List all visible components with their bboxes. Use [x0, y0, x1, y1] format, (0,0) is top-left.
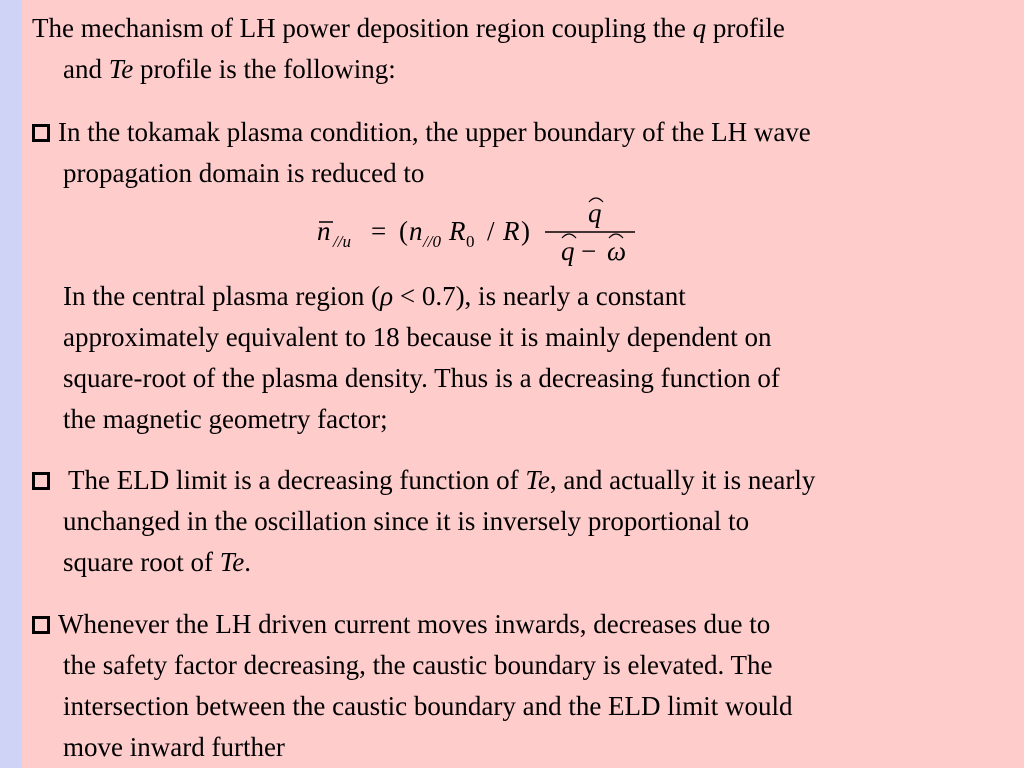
bullet-1-continuation: [32, 276, 1022, 440]
bullet-1-text: propagation domain is reduced to: [63, 158, 425, 188]
intro-text: The mechanism of LH power deposition region coupling the: [32, 13, 693, 43]
bullet-2-line-1: [32, 460, 1022, 501]
bullet-1-text: < 0.7), is nearly a constant: [393, 281, 686, 311]
rho-symbol: ρ: [380, 281, 394, 311]
bullet-1-text: approximately equivalent to 18 because it is mainly dependent on: [63, 322, 772, 352]
bullet-3-line-1: [32, 604, 1022, 645]
te-symbol: Te: [525, 465, 550, 495]
bullet-3-line-2: [32, 645, 1022, 686]
formula-denominator-q: q: [561, 236, 575, 266]
bullet-3-line-4: [32, 727, 1022, 768]
intro-text: and: [63, 54, 109, 84]
formula-n-subscript: //0: [423, 232, 441, 251]
formula-n: n: [409, 216, 423, 246]
bullet-1-cont-line-1: [32, 276, 1022, 317]
formula-minus: −: [581, 236, 597, 266]
square-bullet-icon: [32, 124, 50, 142]
bullet-1-line-1: [32, 112, 1022, 153]
intro-text: profile is the following:: [133, 54, 396, 84]
formula-denominator-omega: ω: [607, 236, 627, 266]
square-bullet-icon: [32, 616, 50, 634]
bullet-1-line-2: [32, 153, 1022, 194]
formula-equals: =: [371, 216, 387, 246]
formula-r0-subscript: 0: [466, 232, 475, 251]
q-symbol: q: [692, 13, 707, 43]
bullet-3-text: the safety factor decreasing, the caustic boundary is elevated. The: [63, 650, 773, 680]
bullet-2-line-3: [32, 542, 1022, 583]
square-bullet-icon: [32, 472, 50, 490]
bullet-1-text: In the central plasma region (: [63, 281, 381, 311]
bullet-3-text: move inward further: [63, 732, 285, 762]
intro-line-1: [32, 8, 1022, 49]
bullet-2-text: The ELD limit is a decreasing function of: [68, 465, 526, 495]
bullet-1-cont-line-3: [32, 358, 1022, 399]
intro-text: profile: [706, 13, 785, 43]
bullet-1-text: square-root of the plasma density. Thus is a decreasing function of: [63, 363, 780, 393]
bullet-2-text: unchanged in the oscillation since it is inversely proportional to: [63, 506, 750, 536]
bullet-3-text: intersection between the caustic boundary and the ELD limit would: [63, 691, 793, 721]
intro-paragraph: [32, 8, 1022, 90]
bullet-1: [32, 112, 1022, 194]
bullet-3-line-3: [32, 686, 1022, 727]
bullet-2: [32, 460, 1022, 583]
bullet-1-text: In the tokamak plasma condition, the upper boundary of the LH wave: [58, 117, 811, 147]
te-symbol: Te: [219, 547, 245, 577]
formula-r: R: [503, 216, 520, 246]
bullet-3: [32, 604, 1022, 768]
formula-paren-open: (: [399, 216, 408, 246]
formula-numerator-q: q: [588, 198, 602, 228]
formula-r0: R: [449, 216, 466, 246]
te-symbol: Te: [108, 54, 134, 84]
bullet-2-line-2: [32, 501, 1022, 542]
bullet-2-text: , and actually it is nearly: [549, 465, 816, 495]
formula-lhs-subscript: //u: [333, 232, 351, 251]
bullet-2-text: .: [244, 547, 251, 577]
bullet-3-text: Whenever the LH driven current moves inwards, decreases due to: [58, 609, 771, 639]
intro-line-2: [32, 49, 1022, 90]
wave-boundary-formula: [305, 192, 645, 272]
bullet-2-text: square root of: [63, 547, 220, 577]
formula-paren-close: ): [521, 216, 530, 246]
bullet-1-text: the magnetic geometry factor;: [63, 404, 388, 434]
bullet-1-cont-line-2: [32, 317, 1022, 358]
slide: [22, 0, 1024, 768]
formula-slash: /: [487, 216, 495, 246]
bullet-1-cont-line-4: [32, 399, 1022, 440]
formula-lhs-n: n: [317, 216, 331, 246]
